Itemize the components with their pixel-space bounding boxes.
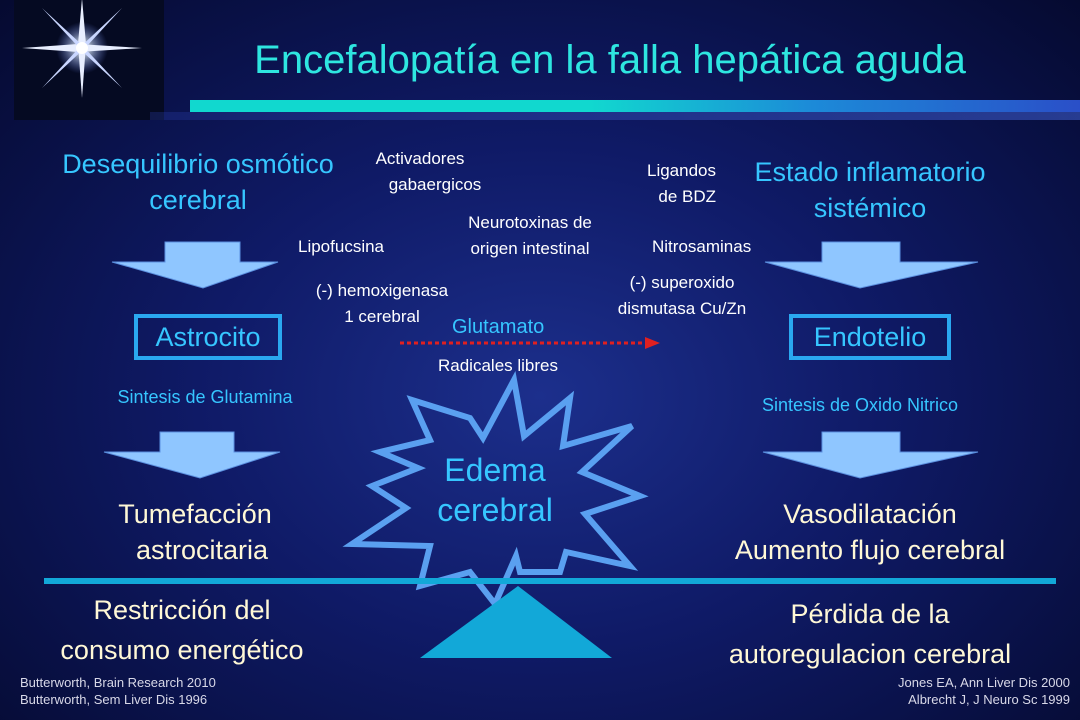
left-outcome-line1: Restricción del [93,595,271,625]
right-result-line2: Aumento flujo cerebral [734,535,1006,565]
arrow-down-right-bottom [763,432,978,478]
factor-ligandos-line2: de BDZ [658,187,716,206]
reference-right-2: Albrecht J, J Neuro Sc 1999 [908,692,1070,707]
references-right [760,674,1070,708]
right-outcome [680,596,1060,672]
factor-ligandos [600,160,716,208]
right-process: Sintesis de Oxido Nitrico [761,395,959,415]
left-heading [30,146,366,218]
factor-hemoxigenasa-line1: (-) hemoxigenasa [315,281,449,300]
reference-right-1: Jones EA, Ann Liver Dis 2000 [898,675,1070,690]
right-result [690,496,1050,568]
astrocito-box [134,314,282,360]
right-outcome-line1: Pérdida de la [790,599,950,629]
left-outcome [24,592,340,668]
factor-glutamato: Glutamato [452,316,545,338]
left-result-line2: astrocitaria [135,535,269,565]
left-heading-line1: Desequilibrio osmótico [62,149,334,179]
left-heading-line2: cerebral [149,185,247,215]
arrow-down-left-top [112,242,278,288]
factor-ligandos-line1: Ligandos [646,161,716,180]
factor-hemoxigenasa-line2: 1 cerebral [344,307,420,326]
edema-label-line1: Edema [444,452,546,488]
endotelio-label: Endotelio [813,322,927,352]
left-result-line1: Tumefacción [118,499,272,529]
factor-superoxido-line2: dismutasa Cu/Zn [617,299,747,318]
factor-radicales: Radicales libres [438,356,558,375]
arrow-down-left-bottom [104,432,280,478]
endotelio-box [789,314,951,360]
factor-lipofucsina: Lipofucsina [298,237,385,256]
page-title: Encefalopatía en la falla hepática aguda [254,38,966,82]
factor-activadores [340,148,530,196]
balance-fulcrum [420,586,612,658]
factor-neurotoxinas-line2: origen intestinal [470,239,590,258]
dotted-arrow-head [645,337,660,349]
reference-left-2: Butterworth, Sem Liver Dis 1996 [20,692,208,707]
right-heading [720,154,1020,226]
right-heading-line1: Estado inflamatorio [754,157,986,187]
balance-beam [44,578,1056,584]
right-heading-line2: sistémico [813,193,927,223]
astrocito-label: Astrocito [155,322,261,352]
factor-neurotoxinas-line1: Neurotoxinas de [468,213,592,232]
factor-activadores-line2: gabaergicos [388,175,482,194]
reference-left-1: Butterworth, Brain Research 2010 [20,675,216,690]
factor-neurotoxinas [430,212,630,260]
factor-activadores-line1: Activadores [375,149,465,168]
references-left [20,674,320,708]
factor-superoxido-line1: (-) superoxido [629,273,735,292]
left-outcome-line2: consumo energético [60,635,304,665]
edema-label [410,450,580,530]
right-outcome-line2: autoregulacion cerebral [728,639,1012,669]
right-result-line1: Vasodilatación [783,499,957,529]
left-process: Sintesis de Glutamina [117,387,293,407]
factor-superoxido [584,272,780,320]
edema-label-line2: cerebral [437,492,553,528]
left-result [60,496,330,568]
factor-nitrosaminas: Nitrosaminas [652,237,752,256]
